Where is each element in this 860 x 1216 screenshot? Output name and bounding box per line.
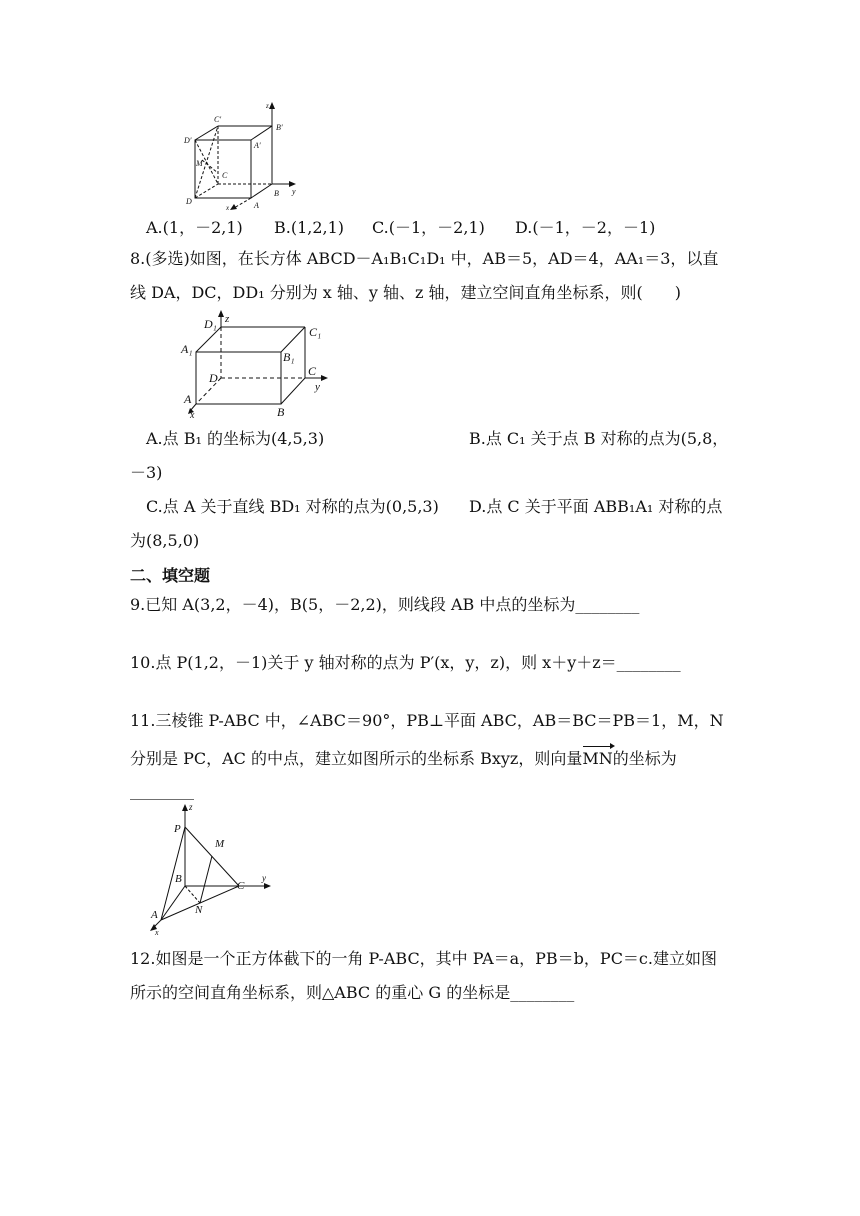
q12-line-2: 所示的空间直角坐标系，则△ABC 的重心 G 的坐标是________: [130, 983, 575, 1002]
q8-label-d1: D₁: [204, 317, 217, 331]
q8-label-a: A: [184, 392, 192, 406]
q8-label-y: y: [315, 381, 320, 393]
q8-option-a: A.点 B₁ 的坐标为(4,5,3): [146, 429, 325, 448]
q8-label-x: x: [190, 410, 195, 421]
q11-label-b: B: [175, 873, 182, 885]
q7-label-a: A: [254, 201, 259, 210]
q11-label-a: A: [151, 909, 158, 921]
q8-label-z: z: [225, 313, 230, 325]
q11-label-y: y: [262, 873, 266, 883]
q8-cuboid-figure: [178, 310, 338, 420]
q8-label-b1: B₁: [283, 350, 295, 364]
q7-label-z: z: [266, 102, 269, 110]
q8-label-a1: A₁: [181, 342, 193, 356]
q8-option-d: D.点 C 关于平面 ABB₁A₁ 对称的点: [469, 497, 723, 516]
q11-line-1: 11.三棱锥 P-ABC 中，∠ABC＝90°，PB⊥平面 ABC，AB＝BC＝PB＝1，M，N: [130, 711, 724, 730]
vector-mn: MN: [582, 749, 613, 768]
q7-option-c: C.(－1，－2,1): [372, 218, 485, 237]
q11-label-z: z: [189, 802, 193, 812]
q7-label-c: C: [222, 171, 228, 180]
q11-tetrahedron-figure: [145, 800, 285, 935]
q8-option-b-cont: －3): [130, 463, 163, 482]
q7-label-c-prime: C′: [214, 115, 222, 124]
q7-label-y: y: [292, 187, 296, 196]
q7-label-a-prime: A′: [254, 141, 261, 150]
section-title: 二、填空题: [130, 566, 211, 585]
q7-label-b: B: [274, 189, 279, 198]
q10-text: 10.点 P(1,2，－1)关于 y 轴对称的点为 P′(x，y，z)，则 x＋y＋z＝________: [130, 653, 681, 672]
q11-line-2: [130, 748, 677, 770]
q7-label-d-prime: D′: [184, 136, 192, 145]
q11-label-x: x: [155, 928, 159, 937]
q9-text: 9.已知 A(3,2，－4)，B(5，－2,2)，则线段 AB 中点的坐标为________: [130, 595, 640, 614]
q8-label-d: D: [209, 371, 218, 385]
q8-label-c1: C₁: [309, 325, 322, 339]
q7-option-a: A.(1，－2,1): [146, 218, 243, 237]
q11-blank: ________: [130, 781, 194, 800]
q11-label-p: P: [174, 823, 181, 835]
q8-line-2: 线 DA，DC，DD₁ 分别为 x 轴、y 轴、z 轴，建立空间直角坐标系，则( ): [130, 283, 682, 302]
q11-label-m: M: [215, 838, 225, 850]
q8-option-c: C.点 A 关于直线 BD₁ 对称的点为(0,5,3): [146, 497, 439, 516]
q7-label-d: D: [186, 197, 192, 206]
q7-option-d: D.(－1，－2，－1): [515, 218, 656, 237]
q8-option-b: B.点 C₁ 关于点 B 对称的点为(5,8，: [469, 429, 729, 448]
q11-line-2-post: 的坐标为: [612, 749, 677, 768]
q8-label-b: B: [277, 405, 285, 419]
q7-option-b: B.(1,2,1): [274, 218, 345, 237]
q11-label-c: C: [237, 880, 245, 892]
q8-option-d-cont: 为(8,5,0): [130, 531, 200, 550]
q7-cube-figure: [180, 100, 310, 210]
q8-line-1: 8.(多选)如图，在长方体 ABCD－A₁B₁C₁D₁ 中，AB＝5，AD＝4，AA₁＝3，以直: [130, 249, 719, 268]
q12-line-1: 12.如图是一个正方体截下的一角 P-ABC，其中 PA＝a，PB＝b，PC＝c.建立如图: [130, 949, 717, 968]
q11-line-2-pre: 分别是 PC，AC 的中点，建立如图所示的坐标系 Bxyz，则向量: [130, 749, 583, 768]
q7-label-b-prime: B′: [276, 123, 283, 132]
q7-label-m: M: [196, 159, 203, 168]
q7-label-x: x: [226, 204, 230, 212]
q11-label-n: N: [195, 904, 203, 916]
q8-label-c: C: [308, 364, 317, 378]
